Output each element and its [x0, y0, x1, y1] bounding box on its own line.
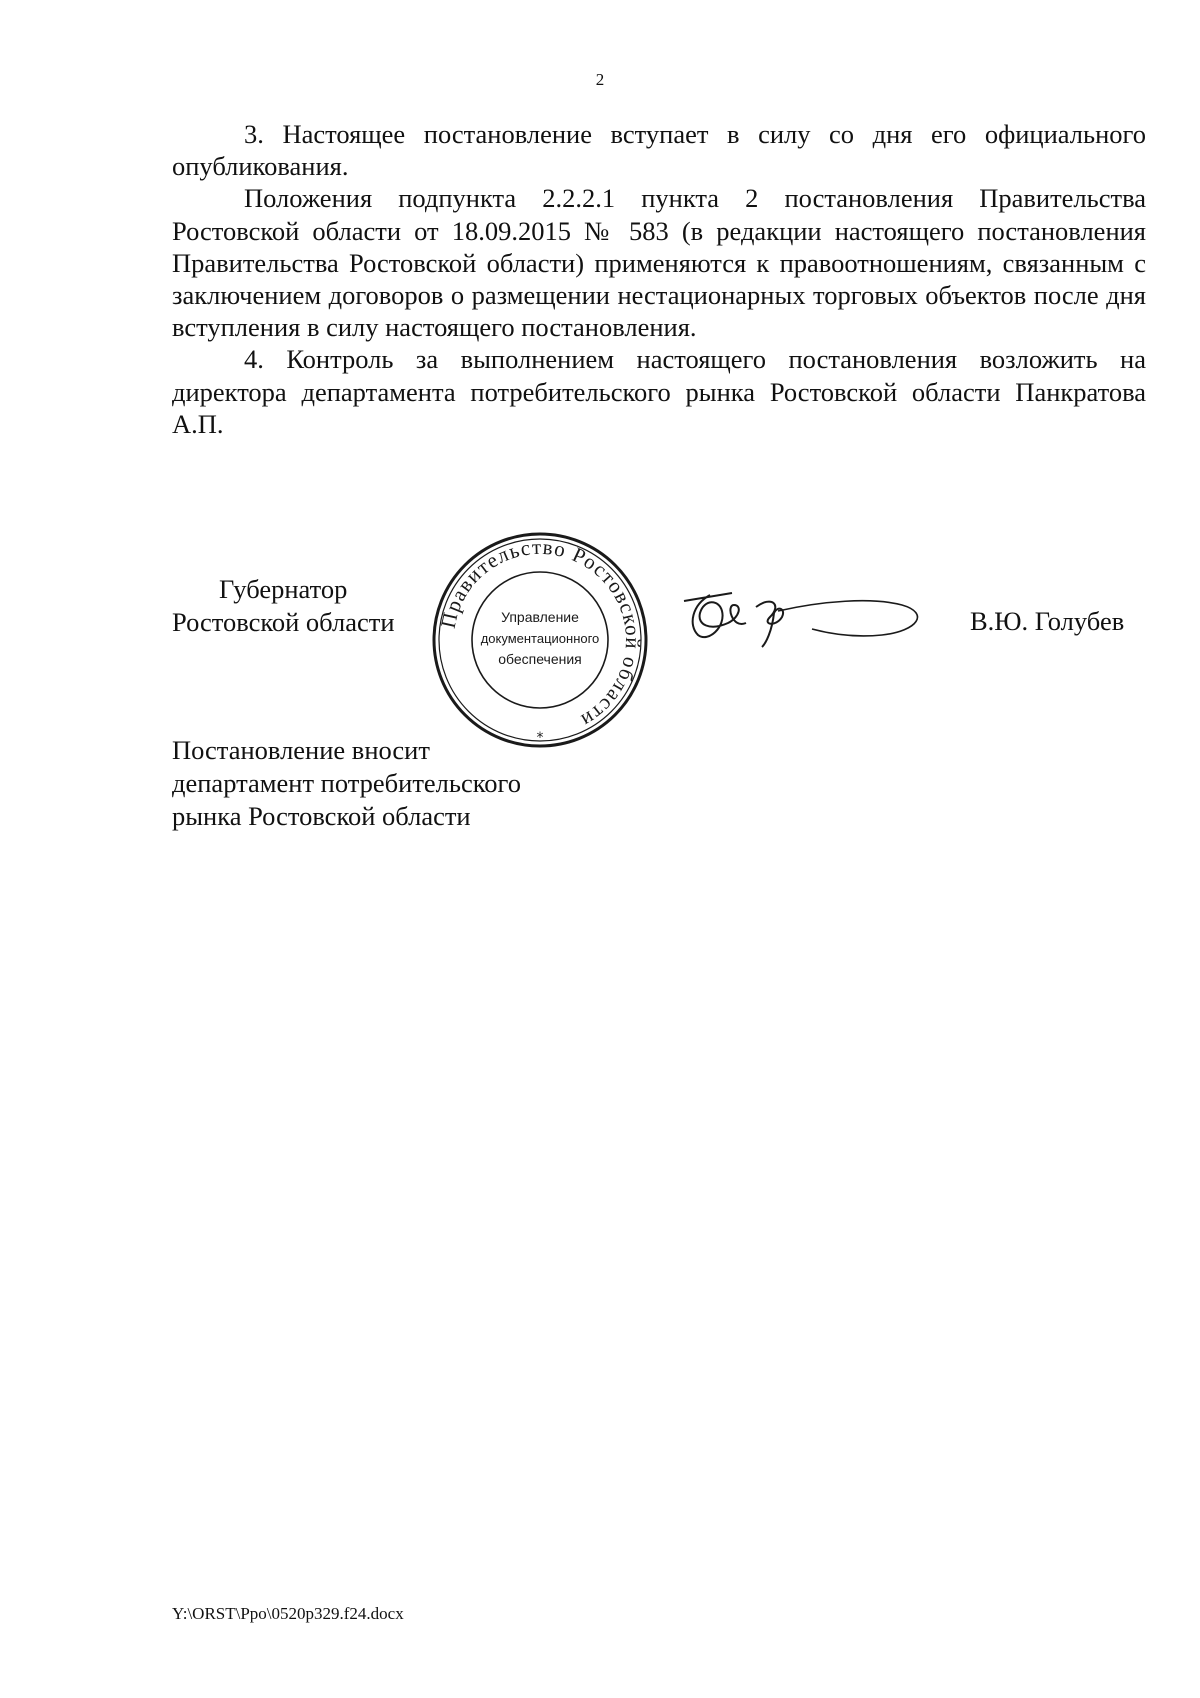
seal-outer-text: Правительство Ростовской области: [435, 534, 646, 734]
submitted-by-line2: департамент потребительского: [172, 768, 521, 798]
governor-name: В.Ю. Голубев: [970, 606, 1125, 636]
submitted-by-block: [172, 734, 521, 833]
governor-title: [172, 573, 395, 639]
seal-inner-line1: Управление: [501, 609, 579, 625]
submitted-by-line1: Постановление вносит: [172, 735, 430, 765]
handwritten-signature: [682, 583, 927, 663]
seal-inner-line2: документационного: [480, 631, 600, 646]
governor-title-line2: Ростовской области: [172, 607, 395, 637]
paragraph-effective-date: 3. Настоящее постановление вступает в силу со дня его официального опубликования.: [172, 119, 1146, 182]
governor-title-line1: Губернатор: [219, 574, 348, 604]
footer-file-path: Y:\ORST\Ppo\0520p329.f24.docx: [172, 1604, 404, 1623]
submitted-by-line3: рынка Ростовской области: [172, 801, 471, 831]
seal-inner-line3: обеспечения: [498, 651, 582, 667]
official-seal-stamp: [430, 530, 650, 750]
seal-star-icon: *: [536, 730, 544, 746]
paragraph-control: 4. Контроль за выполнением настоящего постановления возложить на директора департамента потребительского рынка Ростовской области Панкратова А.П.: [172, 344, 1146, 439]
paragraph-provisions: Положения подпункта 2.2.2.1 пункта 2 постановления Правительства Ростовской области от 18.09.2015 № 583 (в редакции настоящего постановления Правительства Ростовской области) применяются к правоотношениям, связанным с заключением договоров о размещении нестационарных торговых объектов после дня вступления в силу настоящего постановления.: [172, 183, 1146, 343]
page-number: 2: [595, 70, 605, 89]
